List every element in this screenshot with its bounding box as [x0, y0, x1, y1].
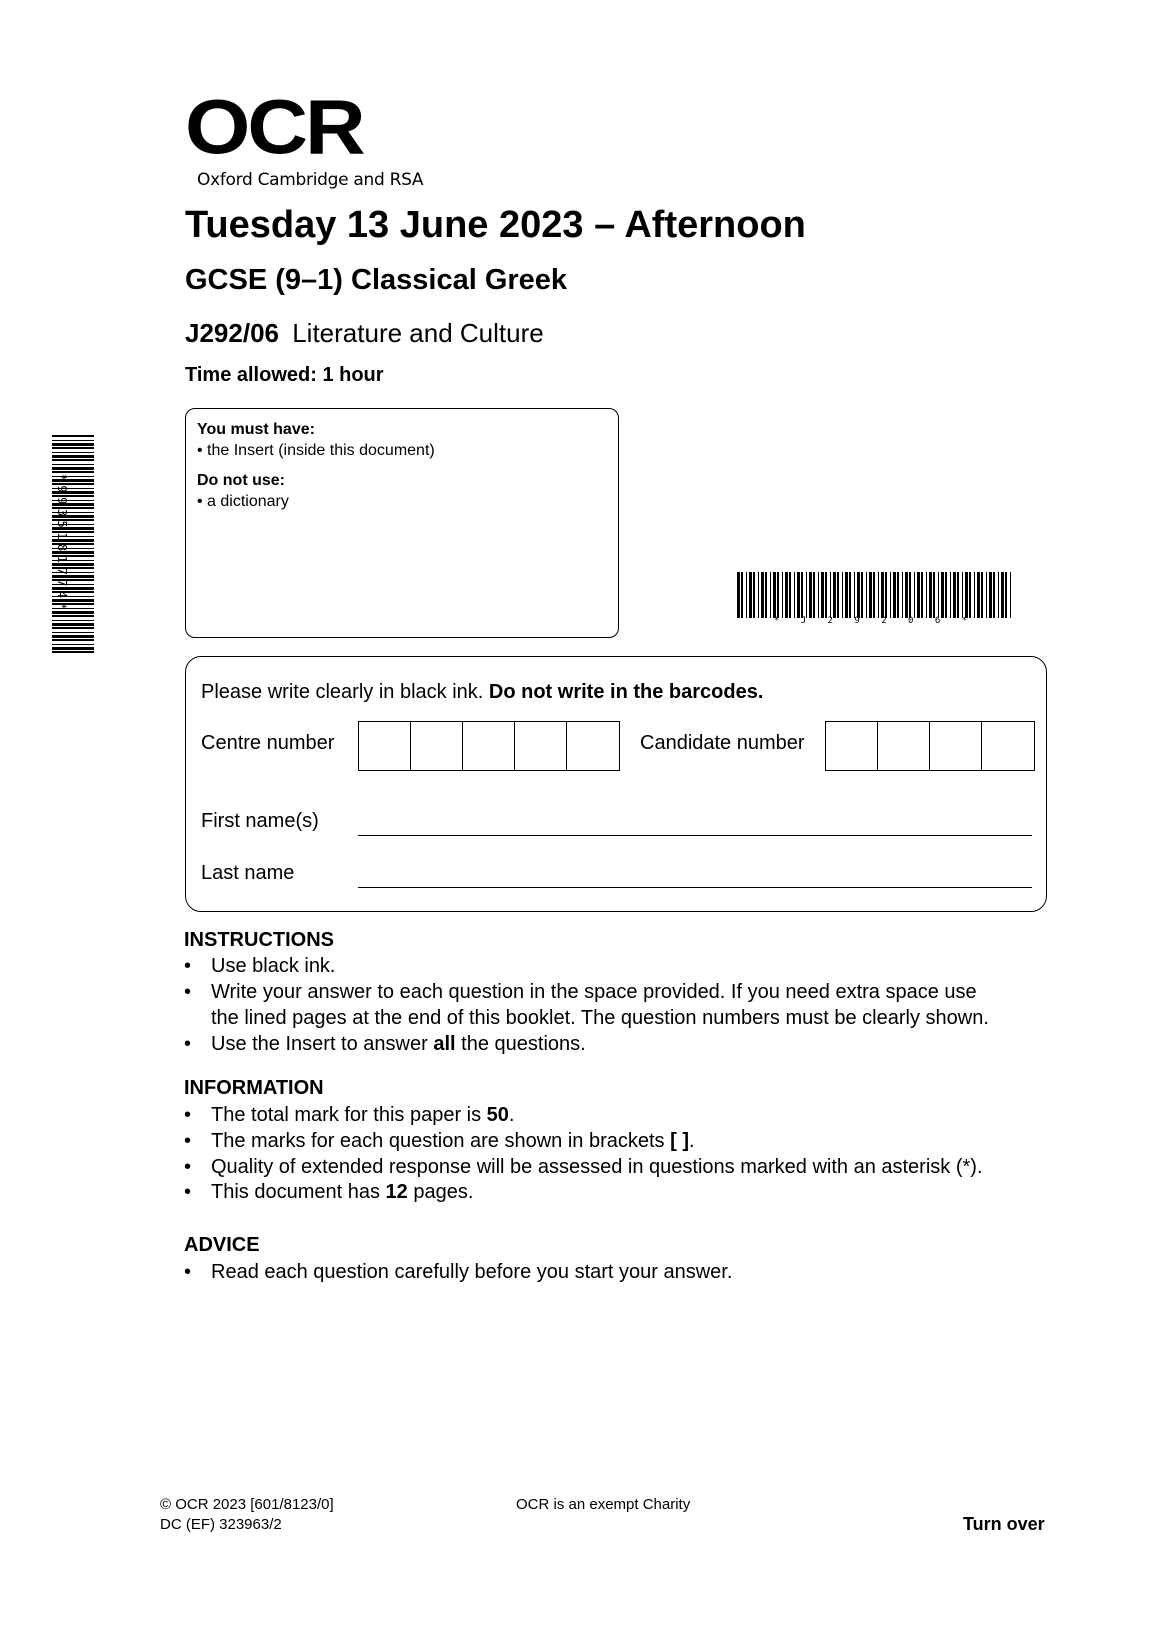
instruction-bold: Do not write in the barcodes.: [488, 681, 764, 703]
barcode-bar: [941, 572, 944, 618]
turn-over: Turn over: [963, 1514, 1045, 1534]
barcode-bar: [830, 572, 831, 618]
footer-charity: OCR is an exempt Charity: [516, 1496, 691, 1513]
candidate-details-box: [185, 656, 1047, 912]
time-allowed: Time allowed: 1 hour: [185, 364, 384, 386]
barcode-bar: [845, 572, 848, 618]
barcode-bar: [833, 572, 836, 618]
barcode-bar: [969, 572, 971, 618]
first-name-line[interactable]: [358, 835, 1032, 836]
barcode-bar: [921, 572, 923, 618]
barcode-bar: [1001, 572, 1004, 618]
barcode-bar: [773, 572, 776, 618]
instruction-1: Use black ink.: [211, 955, 336, 977]
barcode-bar: [801, 572, 803, 618]
paper-code: J292/06: [185, 318, 279, 348]
barcode-bar: [785, 572, 788, 618]
barcode-bar: [977, 572, 980, 618]
barcode-bar: [981, 572, 983, 618]
barcode-bar: [837, 572, 839, 618]
barcode-bar: [950, 572, 951, 618]
barcode-bar: [929, 572, 932, 618]
barcode-bar: [789, 572, 791, 618]
barcode-bar: [957, 572, 959, 618]
must-have-heading: You must have:: [197, 421, 315, 438]
first-name-label: First name(s): [201, 810, 319, 832]
barcode-bar: [809, 572, 812, 618]
vertical-barcode: [52, 435, 94, 655]
do-not-use-item: • a dictionary: [197, 493, 289, 510]
barcode-bar: [857, 572, 860, 618]
paper-title: Literature and Culture: [292, 318, 544, 348]
barcode-bar: [1005, 572, 1007, 618]
ocr-logo: OCR: [185, 83, 363, 170]
barcode-bar: [813, 572, 815, 618]
barcode-bar: [890, 572, 891, 618]
candidate-number-label: Candidate number: [640, 732, 805, 754]
barcode-bar: [902, 572, 903, 618]
instruction-3: Use the Insert to answer all the questions.: [211, 1033, 586, 1055]
barcode-bar: [777, 572, 779, 618]
barcode-bar: [873, 572, 875, 618]
horizontal-barcode-bars: [737, 572, 1011, 618]
barcode-bar: [881, 572, 884, 618]
barcode-bar: [741, 572, 743, 618]
candidate-digit-box[interactable]: [982, 722, 1034, 770]
horizontal-barcode: [737, 572, 1012, 630]
information-heading: INFORMATION: [184, 1077, 324, 1099]
information-2: The marks for each question are shown in brackets [ ].: [211, 1130, 695, 1152]
horizontal-barcode-digits: * J 2 9 2 0 6 *: [773, 616, 976, 626]
write-clearly-instruction: [201, 681, 763, 704]
candidate-digit-box[interactable]: [878, 722, 930, 770]
barcode-bar: [945, 572, 947, 618]
barcode-bar: [933, 572, 935, 618]
barcode-bar: [849, 572, 851, 618]
barcode-bar: [909, 572, 911, 618]
barcode-bar: [825, 572, 827, 618]
exam-subject: GCSE (9–1) Classical Greek: [185, 264, 568, 296]
barcode-bar: [974, 572, 975, 618]
barcode-bar: [842, 572, 843, 618]
barcode-bar: [986, 572, 987, 618]
requirements-box: [185, 408, 619, 638]
barcode-bar: [926, 572, 927, 618]
instructions-heading: INSTRUCTIONS: [184, 929, 334, 951]
do-not-use-heading: Do not use:: [197, 472, 285, 489]
information-3: Quality of extended response will be assessed in questions marked with an asterisk (*).: [211, 1156, 983, 1178]
ocr-logo-tagline: Oxford Cambridge and RSA: [197, 170, 424, 190]
candidate-number-boxes[interactable]: [825, 721, 1035, 771]
barcode-bar: [878, 572, 879, 618]
barcode-bar: [746, 572, 747, 618]
advice-heading: ADVICE: [184, 1234, 260, 1256]
barcode-bar: [753, 572, 755, 618]
vertical-barcode-digits: *9935181774*: [55, 473, 69, 615]
barcode-bar: [897, 572, 899, 618]
instruction-2-line-2: the lined pages at the end of this booklet. The question numbers must be clearly shown.: [211, 1007, 989, 1029]
barcode-bar: [806, 572, 807, 618]
barcode-bar: [938, 572, 939, 618]
barcode-bar: [854, 572, 855, 618]
must-have-item: • the Insert (inside this document): [197, 442, 435, 459]
barcode-bar: [965, 572, 968, 618]
barcode-bar: [1010, 572, 1011, 618]
instruction-2-line-1: Write your answer to each question in the space provided. If you need extra space use: [211, 981, 977, 1003]
advice-1: Read each question carefully before you start your answer.: [211, 1261, 733, 1283]
barcode-bar: [993, 572, 995, 618]
centre-number-boxes[interactable]: [358, 721, 620, 771]
barcode-bar: [953, 572, 956, 618]
barcode-bar: [794, 572, 795, 618]
last-name-label: Last name: [201, 862, 295, 884]
barcode-bar: [749, 572, 752, 618]
information-4: This document has 12 pages.: [211, 1181, 474, 1203]
barcode-bar: [782, 572, 783, 618]
barcode-bar: [905, 572, 908, 618]
instruction-plain: Please write clearly in black ink.: [201, 681, 484, 703]
centre-digit-box[interactable]: [359, 722, 411, 770]
barcode-bar: [761, 572, 764, 618]
barcode-bar: [821, 572, 824, 618]
footer-dc-code: DC (EF) 323963/2: [160, 1516, 282, 1533]
information-1: The total mark for this paper is 50.: [211, 1104, 515, 1126]
barcode-bar: [861, 572, 863, 618]
footer-copyright: © OCR 2023 [601/8123/0]: [160, 1496, 334, 1513]
barcode-bar: [758, 572, 759, 618]
barcode-bar: [885, 572, 887, 618]
barcode-bar: [869, 572, 872, 618]
barcode-bar: [914, 572, 915, 618]
candidate-digit-box[interactable]: [826, 722, 878, 770]
barcode-bar: [893, 572, 896, 618]
barcode-bar: [866, 572, 867, 618]
barcode-bar: [917, 572, 920, 618]
centre-number-label: Centre number: [201, 732, 335, 754]
barcode-bar: [797, 572, 800, 618]
exam-date: Tuesday 13 June 2023 – Afternoon: [185, 204, 806, 246]
paper-title-line: [185, 318, 544, 349]
centre-digit-box[interactable]: [515, 722, 567, 770]
centre-digit-box[interactable]: [411, 722, 463, 770]
centre-digit-box[interactable]: [463, 722, 515, 770]
last-name-line[interactable]: [358, 887, 1032, 888]
barcode-bar: [998, 572, 999, 618]
candidate-digit-box[interactable]: [930, 722, 982, 770]
barcode-bar: [989, 572, 992, 618]
barcode-bar: [818, 572, 819, 618]
barcode-bar: [765, 572, 767, 618]
barcode-bar: [770, 572, 771, 618]
barcode-bar: [962, 572, 963, 618]
centre-digit-box[interactable]: [567, 722, 619, 770]
barcode-bar: [737, 572, 740, 618]
